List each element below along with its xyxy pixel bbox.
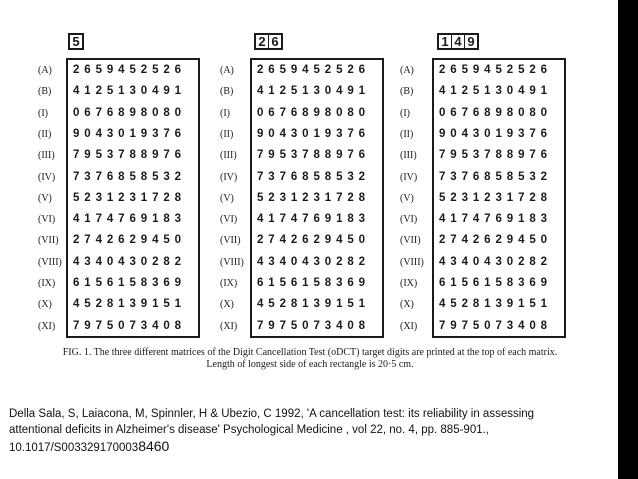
matrix-digit-row: 4528139151 bbox=[73, 298, 186, 311]
matrix-digit-row: 7376858532 bbox=[73, 170, 186, 183]
matrix-row-label: (IV) bbox=[38, 171, 56, 183]
matrix-row-label: (V) bbox=[400, 192, 414, 204]
matrix-digit-row: 4340430282 bbox=[257, 255, 370, 268]
matrix-digit-row: 4174769183 bbox=[257, 213, 370, 226]
target-digit: 9 bbox=[467, 34, 475, 49]
matrix-digit-row: 2742629450 bbox=[73, 234, 186, 247]
matrix-row-label: (A) bbox=[38, 65, 52, 76]
matrix-digit-row: 4174769183 bbox=[73, 213, 186, 226]
caption-line-1: FIG. 1. The three different matrices of the Digit Cancellation Test (oDCT) target digits are printed at the top of each matrix. bbox=[62, 347, 558, 358]
matrix-digit-row: 2659452526 bbox=[257, 64, 370, 76]
matrix-row-label: (VII) bbox=[220, 235, 241, 247]
matrix-digit-row: 4340430282 bbox=[439, 255, 552, 268]
matrix-row-label: (III) bbox=[220, 150, 237, 162]
matrix-row-label: (VIII) bbox=[220, 256, 244, 268]
target-digit: 1 bbox=[441, 34, 449, 49]
matrix-row-label: (III) bbox=[38, 150, 55, 162]
matrix-digit-row: 4125130491 bbox=[73, 85, 186, 98]
matrix-digit-row: 9043019376 bbox=[439, 127, 552, 140]
matrix-row-label: (X) bbox=[220, 299, 234, 311]
matrix-row-label: (I) bbox=[38, 107, 48, 119]
matrix-row-label: (II) bbox=[220, 128, 234, 140]
matrix-row-label: (VI) bbox=[38, 214, 56, 226]
matrix-row-label: (III) bbox=[400, 150, 417, 162]
matrix-digit-row: 6156158369 bbox=[73, 277, 186, 289]
matrix-digit-row: 6156158369 bbox=[257, 277, 370, 289]
matrix-digit-row: 4528139151 bbox=[257, 298, 370, 311]
matrix-row-label: (VI) bbox=[400, 214, 418, 226]
matrix-digit-row: 7975073408 bbox=[439, 319, 552, 332]
matrix-row-label: (A) bbox=[220, 65, 234, 76]
matrix-digit-row: 7376858532 bbox=[257, 170, 370, 183]
matrix-digit-row: 4528139151 bbox=[439, 298, 552, 311]
matrix-row-label: (A) bbox=[400, 65, 414, 76]
matrix-digit-row: 6156158369 bbox=[439, 277, 552, 289]
caption-line-2: Length of longest side of each rectangle is 20·5 cm. bbox=[206, 359, 414, 370]
matrix-row-label: (VII) bbox=[38, 235, 59, 247]
matrix-row-label: (IX) bbox=[400, 278, 418, 289]
matrix-row-label: (XI) bbox=[220, 320, 238, 332]
matrix-row-label: (XI) bbox=[400, 320, 418, 332]
matrix-row-label: (V) bbox=[220, 192, 234, 204]
matrix-digit-row: 5231231728 bbox=[73, 191, 186, 204]
matrix-row-label: (VIII) bbox=[38, 256, 62, 268]
target-digits-box-2 bbox=[254, 33, 283, 50]
matrix-digit-row: 2659452526 bbox=[439, 64, 552, 76]
target-digit: 5 bbox=[72, 34, 80, 49]
matrix-digit-row: 4174769183 bbox=[439, 213, 552, 226]
matrix-digit-row: 5231231728 bbox=[439, 191, 552, 204]
matrix-row-label: (IX) bbox=[38, 278, 56, 289]
matrix-row-label: (I) bbox=[400, 107, 410, 119]
matrix-digit-row: 0676898080 bbox=[73, 106, 186, 119]
target-digits-box-3 bbox=[437, 33, 479, 50]
matrix-row-label: (B) bbox=[38, 86, 52, 98]
citation bbox=[9, 406, 579, 456]
matrix-digit-row: 4125130491 bbox=[439, 85, 552, 98]
target-digits-box-1 bbox=[68, 33, 84, 50]
matrix-digit-row: 5231231728 bbox=[257, 191, 370, 204]
right-edge-bar bbox=[618, 0, 638, 479]
matrix-row-label: (II) bbox=[400, 128, 414, 140]
matrix-digit-row: 7953788976 bbox=[73, 149, 186, 162]
matrix-row-label: (X) bbox=[38, 299, 52, 311]
target-digit: 6 bbox=[271, 34, 279, 49]
matrix-row-label: (B) bbox=[220, 86, 234, 98]
citation-doi-tail: 8460 bbox=[138, 438, 170, 454]
matrix-digit-row: 4125130491 bbox=[257, 85, 370, 98]
matrix-digit-row: 2659452526 bbox=[73, 64, 186, 76]
matrix-row-label: (X) bbox=[400, 299, 414, 311]
matrix-row-label: (IV) bbox=[220, 171, 238, 183]
matrix-digit-row: 2742629450 bbox=[439, 234, 552, 247]
target-digit: 4 bbox=[454, 34, 462, 49]
matrix-digit-row: 0676898080 bbox=[439, 106, 552, 119]
matrix-digit-row: 7376858532 bbox=[439, 170, 552, 183]
matrix-digit-row: 9043019376 bbox=[257, 127, 370, 140]
citation-text: Della Sala, S, Laiacona, M, Spinnler, H & Ubezio, C 1992, 'A cancellation test: its reliability in assessing attentional deficits in Alzheimer's disease' Psychological Medicine , vol 22, no. 4, pp. 885-901., 10.1017/S003329170003 bbox=[9, 408, 535, 454]
matrix-row-label: (VII) bbox=[400, 235, 421, 247]
matrix-row-label: (VIII) bbox=[400, 256, 424, 268]
matrix-digit-row: 0676898080 bbox=[257, 106, 370, 119]
matrix-digit-row: 7975073408 bbox=[257, 319, 370, 332]
matrix-row-label: (I) bbox=[220, 107, 230, 119]
matrix-row-label: (II) bbox=[38, 128, 52, 140]
matrix-row-label: (XI) bbox=[38, 320, 56, 332]
matrix-row-label: (V) bbox=[38, 192, 52, 204]
matrix-digit-row: 7975073408 bbox=[73, 319, 186, 332]
matrix-row-label: (IX) bbox=[220, 278, 238, 289]
matrix-digit-row: 9043019376 bbox=[73, 127, 186, 140]
matrix-digit-row: 7953788976 bbox=[439, 149, 552, 162]
matrix-digit-row: 4340430282 bbox=[73, 255, 186, 268]
matrix-row-label: (IV) bbox=[400, 171, 418, 183]
matrix-row-label: (VI) bbox=[220, 214, 238, 226]
target-digit: 2 bbox=[258, 34, 266, 49]
matrix-row-label: (B) bbox=[400, 86, 414, 98]
figure-caption bbox=[40, 347, 580, 371]
matrix-digit-row: 7953788976 bbox=[257, 149, 370, 162]
matrix-digit-row: 2742629450 bbox=[257, 234, 370, 247]
